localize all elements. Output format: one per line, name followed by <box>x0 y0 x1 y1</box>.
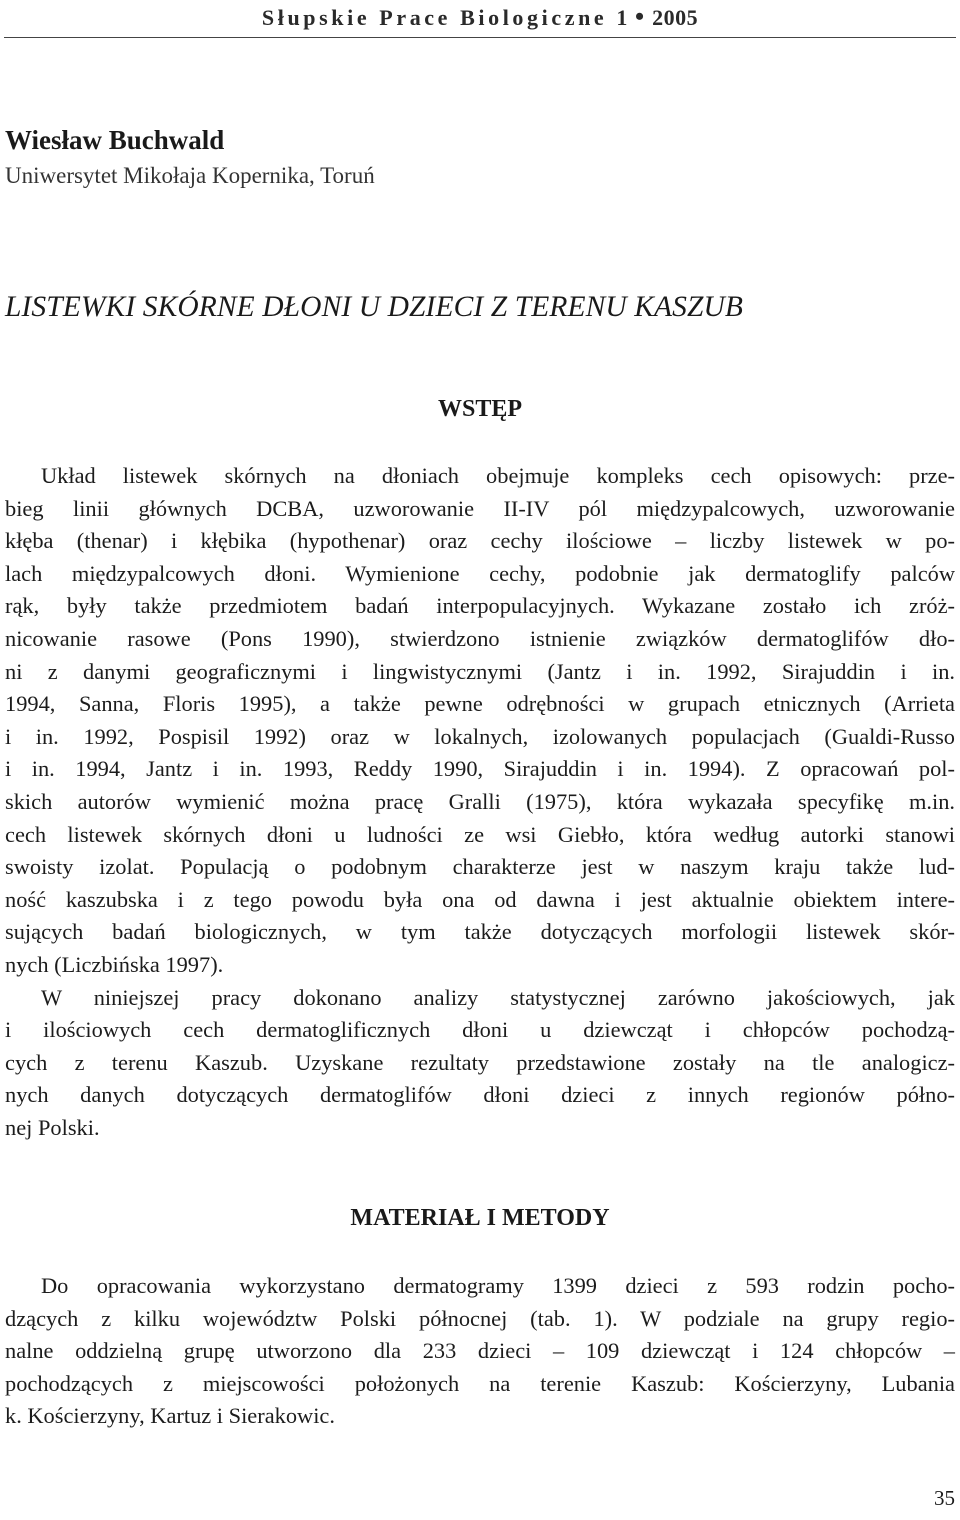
author-name: Wiesław Buchwald <box>5 125 225 155</box>
text-line: rąk, były także przedmiotem badań interpopulacyjnych. Wykazane zostało ich zróż- <box>5 593 955 619</box>
text-line: kłęba (thenar) i kłębika (hypothenar) oraz cechy ilościowe – liczby listewek w po- <box>5 528 955 554</box>
bullet-separator: • <box>634 2 645 31</box>
text-line: nicowanie rasowe (Pons 1990), stwierdzono istnienie związków dermatoglifów dło- <box>5 625 955 651</box>
text-line: i in. 1992, Pospisil 1992) oraz w lokalnych, izolowanych populacjach (Gualdi-Russo <box>5 723 955 749</box>
text-line: cech listewek skórnych dłoni u ludności ze wsi Giebło, która według autorki stanowi <box>5 821 955 847</box>
text-line: dzących z kilku województw Polski północnej (tab. 1). W podziale na grupy regio- <box>5 1305 955 1331</box>
header-rule <box>4 37 956 38</box>
text-line: skich autorów wymienić można pracę Gralli (1975), która wykazała specyfikę m.in. <box>5 788 955 814</box>
text-line: Układ listewek skórnych na dłoniach obejmuje kompleks cech opisowych: prze- <box>41 463 955 488</box>
text-line: Do opracowania wykorzystano dermatogramy 1399 dzieci z 593 rodzin pocho- <box>41 1273 955 1298</box>
text-line: ność kaszubska i z tego powodu była ona od dawna i jest aktualnie obiektem intere- <box>5 886 955 912</box>
text-line: W niniejszej pracy dokonano analizy statystycznej zarówno jakościowych, jak <box>41 984 955 1010</box>
text-line: ni z danymi geograficznymi i lingwistycznymi (Jantz i in. 1992, Sirajuddin i in. <box>5 658 955 684</box>
journal-header <box>0 0 960 36</box>
text-line: 1994, Sanna, Floris 1995), a także pewne odrębności w grupach etnicznych (Arrieta <box>5 691 955 717</box>
text-line: nalne oddzielną grupę utworzono dla 233 dzieci – 109 dziewcząt i 124 chłopców – <box>5 1338 955 1364</box>
text-line: nych (Liczbińska 1997). <box>5 951 224 977</box>
journal-year: 2005 <box>652 5 699 30</box>
text-line: pochodzących z miejscowości położonych na terenie Kaszub: Kościerzyny, Lubania <box>5 1370 955 1396</box>
journal-name: Słupskie Prace Biologiczne 1 <box>261 5 631 30</box>
paper-title: LISTEWKI SKÓRNE DŁONI U DZIECI Z TERENU KASZUB <box>5 291 744 323</box>
text-line: sujących badań biologicznych, w tym także dotyczących morfologii listewek skór- <box>5 919 955 945</box>
text-line: nej Polski. <box>5 1114 100 1140</box>
page-number: 35 <box>934 1486 955 1510</box>
author-affiliation: Uniwersytet Mikołaja Kopernika, Toruń <box>5 163 375 188</box>
text-line: lach międzypalcowych dłoni. Wymienione cechy, podobnie jak dermatoglify palców <box>5 560 955 586</box>
text-line: nych danych dotyczących dermatoglifów dłoni dzieci z innych regionów półno- <box>5 1082 955 1108</box>
text-line: k. Kościerzyny, Kartuz i Sierakowic. <box>5 1403 335 1429</box>
text-line: i in. 1994, Jantz i in. 1993, Reddy 1990, Sirajuddin i in. 1994). Z opracowań pol- <box>5 756 955 782</box>
section-heading-methods: MATERIAŁ I METODY <box>350 1205 610 1231</box>
methods-body <box>5 1270 955 1433</box>
text-line: cych z terenu Kaszub. Uzyskane rezultaty przedstawione zostały na tle analogicz- <box>5 1049 955 1075</box>
intro-body <box>5 460 955 1144</box>
text-line: swoisty izolat. Populacją o podobnym charakterze jest w naszym kraju także lud- <box>5 854 955 880</box>
section-heading-intro: WSTĘP <box>437 396 523 422</box>
text-line: i ilościowych cech dermatoglificznych dłoni u dziewcząt i chłopców pochodzą- <box>5 1017 955 1043</box>
text-line: bieg linii głównych DCBA, uzworowanie II-IV pól międzypalcowych, uzworowanie <box>5 495 955 521</box>
